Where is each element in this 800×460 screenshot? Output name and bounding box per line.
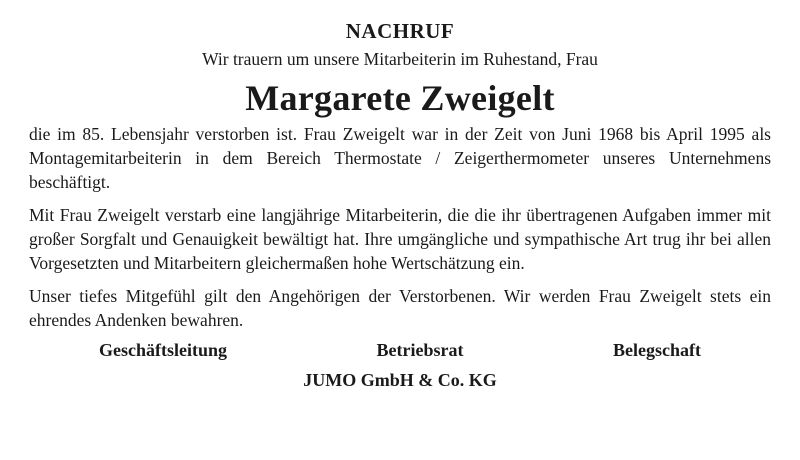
notice-heading: NACHRUF [345, 19, 455, 43]
deceased-name: Margarete Zweigelt [245, 78, 555, 118]
paragraph-tribute: Mit Frau Zweigelt verstarb eine langjährige Mitarbeiterin, die die ihr übertragenen Aufgaben immer mit großer Sorgfalt und Genauigkeit bewältigt hat. Ihre umgängliche und sympathische Art trug ihr bei allen Vorgesetzten und Mitarbeitern gleichermaßen hohe Wertschätzung ein. [29, 205, 771, 273]
paragraph-condolence: Unser tiefes Mitgefühl gilt den Angehörigen der Verstorbenen. Wir werden Frau Zweigelt stets ein ehrendes Andenken bewahren. [29, 286, 771, 330]
company-name: JUMO GmbH & Co. KG [303, 370, 497, 390]
signer-works-council: Betriebsrat [376, 340, 464, 360]
signatories [29, 338, 771, 362]
notice-intro: Wir trauern um unsere Mitarbeiterin im Ruhestand, Frau [202, 49, 598, 69]
signer-management: Geschäftsleitung [99, 340, 227, 360]
signer-staff: Belegschaft [613, 340, 701, 360]
paragraph-career: die im 85. Lebensjahr verstorben ist. Frau Zweigelt war in der Zeit von Juni 1968 bis April 1995 als Montagemitarbeiterin in dem Bereich Thermostate / Zeigerthermometer unseres Unternehmens beschäftigt. [29, 124, 771, 192]
